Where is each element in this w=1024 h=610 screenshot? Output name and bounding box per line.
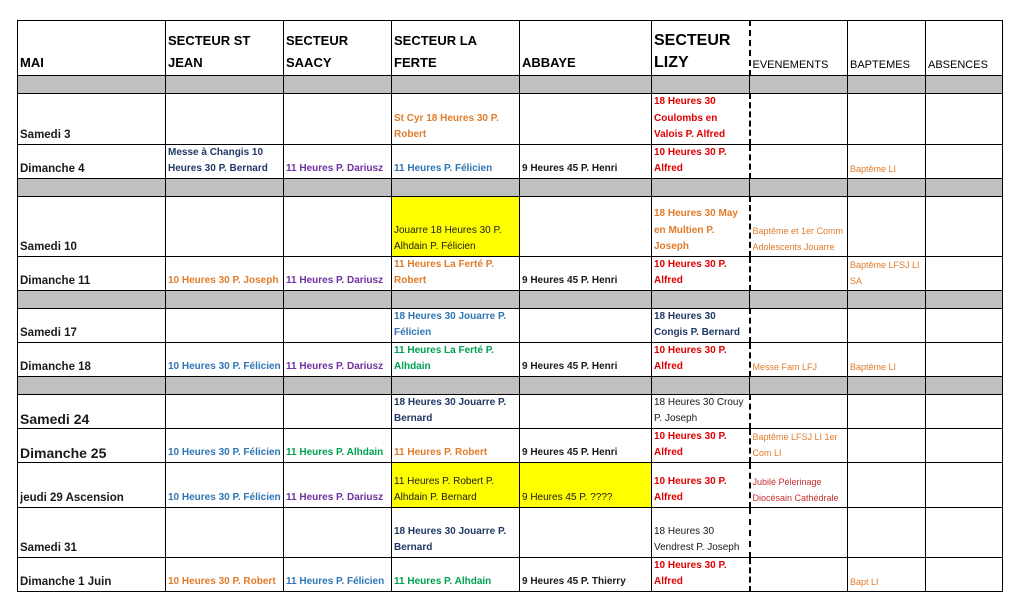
evenements-cell xyxy=(750,308,848,342)
table-row xyxy=(18,342,1003,376)
st-jean-cell: 10 Heures 30 P. Félicien xyxy=(166,428,284,462)
evenements-cell: Messe Fam LFJ xyxy=(750,342,848,376)
abbaye-cell: 9 Heures 45 P. Henri xyxy=(520,428,652,462)
evenements-cell xyxy=(750,144,848,178)
table-row xyxy=(18,94,1003,145)
baptemes-cell: Baptême LFSJ LI SA xyxy=(848,256,926,290)
absences-cell xyxy=(926,428,1003,462)
abbaye-cell xyxy=(520,94,652,145)
abbaye-cell: 9 Heures 45 P. Henri xyxy=(520,342,652,376)
st-jean-cell: 10 Heures 30 P. Robert xyxy=(166,557,284,591)
day-cell: Samedi 31 xyxy=(18,507,166,557)
saacy-cell xyxy=(284,196,392,256)
evenements-cell xyxy=(750,256,848,290)
baptemes-cell xyxy=(848,462,926,507)
table-row xyxy=(18,256,1003,290)
la-ferte-cell: 11 Heures P. Robert xyxy=(392,428,520,462)
st-jean-cell xyxy=(166,507,284,557)
separator-row xyxy=(18,376,1003,394)
day-cell: Samedi 17 xyxy=(18,308,166,342)
saacy-cell xyxy=(284,507,392,557)
lizy-cell: 18 Heures 30 Coulombs en Valois P. Alfred xyxy=(652,94,750,145)
table-row xyxy=(18,394,1003,428)
evenements-header: EVENEMENTS xyxy=(750,21,848,76)
abbaye-cell: 9 Heures 45 P. Thierry xyxy=(520,557,652,591)
day-cell: jeudi 29 Ascension xyxy=(18,462,166,507)
la-ferte-cell: Jouarre 18 Heures 30 P. Alhdain P. Félicien xyxy=(392,196,520,256)
la-ferte-cell: 11 Heures P. Robert P. Alhdain P. Bernard xyxy=(392,462,520,507)
absences-cell xyxy=(926,462,1003,507)
absences-cell xyxy=(926,394,1003,428)
saacy-cell xyxy=(284,394,392,428)
saacy-cell: 11 Heures P. Dariusz xyxy=(284,256,392,290)
saacy-header: SECTEUR SAACY xyxy=(284,21,392,76)
table-row xyxy=(18,507,1003,557)
la-ferte-cell: 11 Heures La Ferté P. Robert xyxy=(392,256,520,290)
lizy-cell: 10 Heures 30 P. Alfred xyxy=(652,462,750,507)
day-cell: Dimanche 4 xyxy=(18,144,166,178)
absences-header: ABSENCES xyxy=(926,21,1003,76)
st-jean-cell xyxy=(166,394,284,428)
absences-cell xyxy=(926,308,1003,342)
absences-cell xyxy=(926,144,1003,178)
abbaye-header: ABBAYE xyxy=(520,21,652,76)
lizy-cell: 18 Heures 30 Vendrest P. Joseph xyxy=(652,507,750,557)
lizy-cell: 10 Heures 30 P. Alfred xyxy=(652,256,750,290)
lizy-cell: 10 Heures 30 P. Alfred xyxy=(652,342,750,376)
evenements-cell xyxy=(750,394,848,428)
separator-row xyxy=(18,76,1003,94)
la-ferte-cell: 18 Heures 30 Jouarre P. Félicien xyxy=(392,308,520,342)
baptemes-cell: Baptême LI xyxy=(848,342,926,376)
saacy-cell: 11 Heures P. Alhdain xyxy=(284,428,392,462)
abbaye-cell xyxy=(520,308,652,342)
table-row xyxy=(18,428,1003,462)
lizy-header: SECTEUR LIZY xyxy=(652,21,750,76)
st-jean-header: SECTEUR ST JEAN xyxy=(166,21,284,76)
evenements-cell: Baptême et 1er Comm Adolescents Jouarre xyxy=(750,196,848,256)
table-row xyxy=(18,196,1003,256)
separator-row xyxy=(18,290,1003,308)
separator-row xyxy=(18,178,1003,196)
absences-cell xyxy=(926,507,1003,557)
saacy-cell: 11 Heures P. Dariusz xyxy=(284,144,392,178)
absences-cell xyxy=(926,557,1003,591)
baptemes-cell xyxy=(848,94,926,145)
table-row xyxy=(18,144,1003,178)
saacy-cell xyxy=(284,94,392,145)
abbaye-cell xyxy=(520,394,652,428)
evenements-cell: Jubilé Pélerinage Diocésain Cathédrale xyxy=(750,462,848,507)
evenements-cell xyxy=(750,557,848,591)
absences-cell xyxy=(926,342,1003,376)
abbaye-cell: 9 Heures 45 P. Henri xyxy=(520,144,652,178)
lizy-cell: 18 Heures 30 Crouy P. Joseph xyxy=(652,394,750,428)
day-cell: Samedi 10 xyxy=(18,196,166,256)
day-cell: Samedi 3 xyxy=(18,94,166,145)
day-cell: Dimanche 11 xyxy=(18,256,166,290)
absences-cell xyxy=(926,256,1003,290)
day-cell: Dimanche 25 xyxy=(18,428,166,462)
table-row xyxy=(18,308,1003,342)
baptemes-cell xyxy=(848,428,926,462)
baptemes-header: BAPTEMES xyxy=(848,21,926,76)
lizy-cell: 18 Heures 30 Congis P. Bernard xyxy=(652,308,750,342)
lizy-cell: 10 Heures 30 P. Alfred xyxy=(652,144,750,178)
month-header: MAI xyxy=(18,21,166,76)
baptemes-cell xyxy=(848,507,926,557)
abbaye-cell: 9 Heures 45 P. ???? xyxy=(520,462,652,507)
abbaye-cell xyxy=(520,196,652,256)
abbaye-cell xyxy=(520,507,652,557)
st-jean-cell xyxy=(166,94,284,145)
st-jean-cell: 10 Heures 30 P. Félicien xyxy=(166,342,284,376)
absences-cell xyxy=(926,94,1003,145)
table-row xyxy=(18,557,1003,591)
header-row xyxy=(18,21,1003,76)
lizy-cell: 10 Heures 30 P. Alfred xyxy=(652,428,750,462)
evenements-cell: Baptême LFSJ LI 1er Com LI xyxy=(750,428,848,462)
abbaye-cell: 9 Heures 45 P. Henri xyxy=(520,256,652,290)
st-jean-cell xyxy=(166,196,284,256)
lizy-cell: 18 Heures 30 May en Multien P. Joseph xyxy=(652,196,750,256)
day-cell: Dimanche 1 Juin xyxy=(18,557,166,591)
saacy-cell: 11 Heures P. Félicien xyxy=(284,557,392,591)
lizy-cell: 10 Heures 30 P. Alfred xyxy=(652,557,750,591)
la-ferte-cell: 11 Heures La Ferté P. Alhdain xyxy=(392,342,520,376)
baptemes-cell: Bapt LI xyxy=(848,557,926,591)
st-jean-cell: 10 Heures 30 P. Félicien xyxy=(166,462,284,507)
absences-cell xyxy=(926,196,1003,256)
la-ferte-cell: 18 Heures 30 Jouarre P. Bernard xyxy=(392,394,520,428)
la-ferte-header: SECTEUR LA FERTE xyxy=(392,21,520,76)
table-row xyxy=(18,462,1003,507)
st-jean-cell: 10 Heures 30 P. Joseph xyxy=(166,256,284,290)
baptemes-cell: Baptême LI xyxy=(848,144,926,178)
saacy-cell: 11 Heures P. Dariusz xyxy=(284,462,392,507)
baptemes-cell xyxy=(848,196,926,256)
la-ferte-cell: St Cyr 18 Heures 30 P. Robert xyxy=(392,94,520,145)
la-ferte-cell: 11 Heures P. Alhdain xyxy=(392,557,520,591)
baptemes-cell xyxy=(848,394,926,428)
baptemes-cell xyxy=(848,308,926,342)
la-ferte-cell: 11 Heures P. Félicien xyxy=(392,144,520,178)
st-jean-cell xyxy=(166,308,284,342)
day-cell: Samedi 24 xyxy=(18,394,166,428)
day-cell: Dimanche 18 xyxy=(18,342,166,376)
st-jean-cell: Messe à Changis 10 Heures 30 P. Bernard xyxy=(166,144,284,178)
evenements-cell xyxy=(750,94,848,145)
evenements-cell xyxy=(750,507,848,557)
saacy-cell xyxy=(284,308,392,342)
mass-schedule-table xyxy=(17,20,1003,592)
saacy-cell: 11 Heures P. Dariusz xyxy=(284,342,392,376)
la-ferte-cell: 18 Heures 30 Jouarre P. Bernard xyxy=(392,507,520,557)
